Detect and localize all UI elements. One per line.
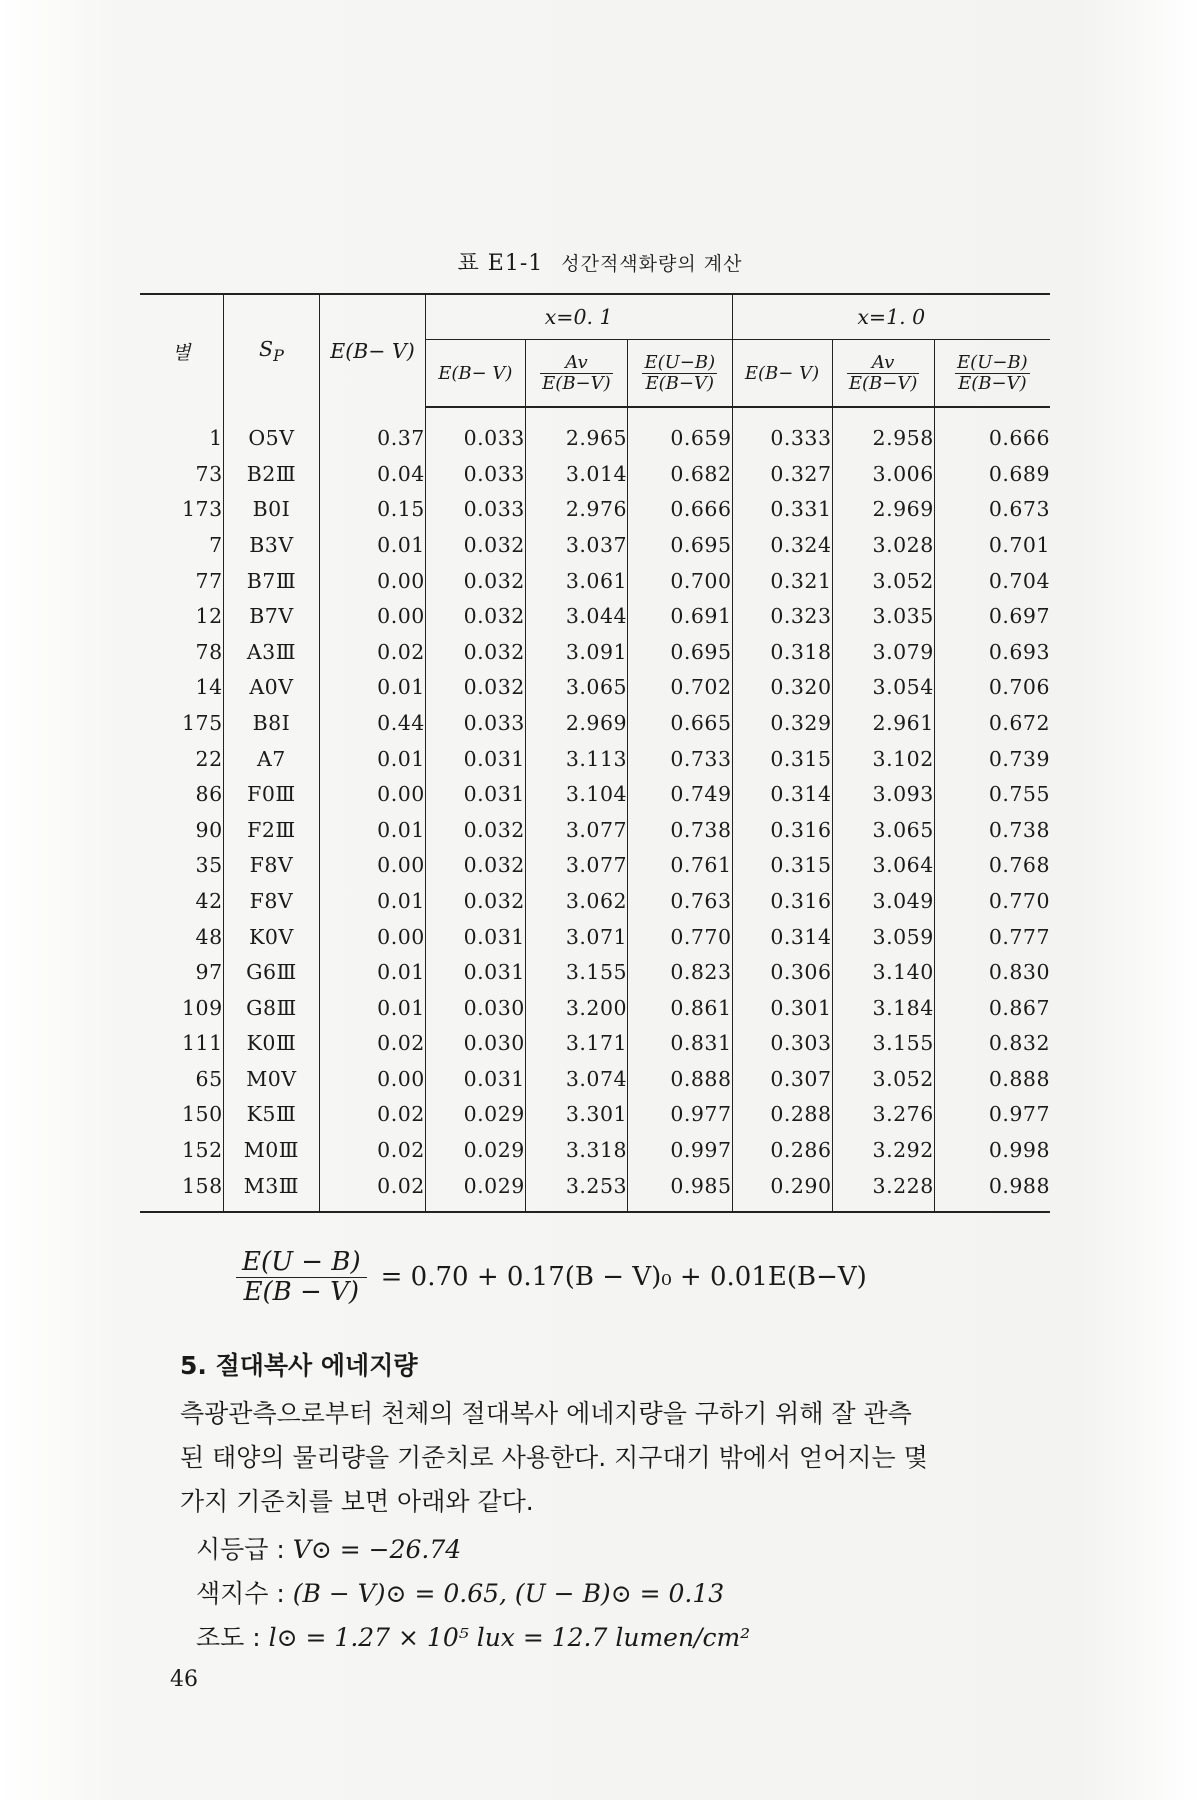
table-row (140, 990, 1050, 1026)
star-number: 86 (140, 776, 223, 812)
ebv-value: 0.02 (320, 1026, 426, 1062)
param-value: l⊙ = 1.27 × 10⁵ lux = 12.7 lumen/cm² (268, 1623, 751, 1652)
table-header-row-1 (140, 294, 1050, 340)
ebv-x01: 0.033 (425, 492, 525, 528)
star-number: 65 (140, 1061, 223, 1097)
ebv-x10: 0.316 (732, 812, 832, 848)
table-caption-title: 성간적색화량의 계산 (561, 253, 743, 275)
table-row (140, 741, 1050, 777)
spectral-type: G6Ⅲ (223, 954, 320, 990)
ub-ratio-x01: 0.738 (628, 812, 732, 848)
spectral-type: A3Ⅲ (223, 634, 320, 670)
av-ratio-x01: 3.171 (525, 1026, 627, 1062)
av-ratio-x10: 2.969 (832, 492, 934, 528)
ebv-x01: 0.031 (425, 776, 525, 812)
header-ub-ratio-x01 (628, 340, 732, 408)
ebv-x10: 0.331 (732, 492, 832, 528)
star-number: 97 (140, 954, 223, 990)
star-number: 7 (140, 527, 223, 563)
header-star: 별 (140, 294, 223, 407)
ub-ratio-x10: 0.867 (988, 995, 1050, 1020)
ebv-x10: 0.318 (732, 634, 832, 670)
ub-ratio-x01: 0.749 (628, 776, 732, 812)
ub-ratio-x10: 0.739 (988, 746, 1050, 771)
ub-ratio-x01: 0.733 (628, 741, 732, 777)
ebv-x01: 0.029 (425, 1132, 525, 1168)
table-row (140, 883, 1050, 919)
av-ratio-x01: 3.077 (525, 812, 627, 848)
ub-ratio-x10: 0.738 (988, 817, 1050, 842)
ub-ratio-x10: 0.672 (988, 710, 1050, 735)
av-ratio-x10: 3.093 (832, 776, 934, 812)
ub-ratio-x10: 0.998 (988, 1138, 1050, 1163)
ub-ratio-x01: 0.831 (628, 1026, 732, 1062)
ub-ratio-x10: 0.666 (988, 426, 1050, 450)
star-number: 22 (140, 741, 223, 777)
ub-ratio-x10: 0.673 (988, 497, 1050, 522)
av-ratio-x01: 3.077 (525, 848, 627, 884)
ebv-x10: 0.315 (732, 848, 832, 884)
param-row-illuminance (196, 1616, 750, 1660)
star-number: 42 (140, 883, 223, 919)
av-ratio-x10: 3.059 (832, 919, 934, 955)
table-row (140, 634, 1050, 670)
ub-ratio-x10: 0.988 (934, 1168, 1050, 1213)
table-caption-prefix: 표 E1-1 (457, 251, 544, 276)
star-number: 77 (140, 563, 223, 599)
section-heading: 5. 절대복사 에네지량 (180, 1351, 418, 1380)
star-number: 35 (140, 848, 223, 884)
av-ratio-x10: 3.054 (832, 670, 934, 706)
param-row-magnitude (196, 1528, 750, 1572)
ub-ratio-x01: 0.823 (628, 954, 732, 990)
ub-ratio-x01: 0.666 (628, 492, 732, 528)
av-ratio-x10: 3.006 (832, 456, 934, 492)
ub-ratio-x10: 0.697 (988, 604, 1050, 629)
ebv-x10: 0.327 (732, 456, 832, 492)
spectral-type: F2Ⅲ (223, 812, 320, 848)
ebv-x10: 0.321 (732, 563, 832, 599)
spectral-type: A0V (223, 670, 320, 706)
star-number: 1 (140, 407, 223, 456)
param-value: V⊙ = −26.74 (292, 1535, 462, 1564)
section-paragraph (180, 1392, 1060, 1524)
ebv-x01: 0.033 (425, 705, 525, 741)
spectral-type: M0Ⅲ (223, 1132, 320, 1168)
av-ratio-x01: 3.074 (525, 1061, 627, 1097)
table-row (140, 919, 1050, 955)
av-ratio-x10: 3.035 (832, 598, 934, 634)
header-av-ratio-x01 (525, 340, 627, 408)
ub-ratio-num: E(U−B) (644, 351, 716, 373)
av-ratio-x01: 3.071 (525, 919, 627, 955)
ub-ratio-x01: 0.761 (628, 848, 732, 884)
spectral-type: O5V (223, 407, 320, 456)
table-row (140, 456, 1050, 492)
av-ratio-x01: 2.965 (525, 407, 627, 456)
ub-ratio-x01: 0.695 (628, 527, 732, 563)
av-ratio-x10: 3.155 (832, 1026, 934, 1062)
av-ratio-x10: 3.049 (832, 883, 934, 919)
ebv-value: 0.01 (320, 812, 426, 848)
star-number: 48 (140, 919, 223, 955)
header-av-ratio-x10 (832, 340, 934, 408)
table-row (140, 563, 1050, 599)
header-ebv-x01: E(B− V) (425, 340, 525, 408)
ub-ratio-x01: 0.691 (628, 598, 732, 634)
ub-ratio-x10: 0.768 (988, 853, 1050, 878)
av-ratio-den: E(B−V) (542, 372, 611, 394)
reddening-table (140, 293, 1050, 1213)
av-ratio-num: Av (540, 353, 613, 374)
ub-ratio-x01: 0.997 (628, 1132, 732, 1168)
av-ratio-x10: 2.958 (832, 407, 934, 456)
ebv-x01: 0.031 (425, 954, 525, 990)
table-row (140, 954, 1050, 990)
ebv-value: 0.02 (320, 634, 426, 670)
ebv-x10: 0.324 (732, 527, 832, 563)
av-ratio-x01: 3.318 (525, 1132, 627, 1168)
av-ratio-x01: 2.976 (525, 492, 627, 528)
table-body (140, 407, 1050, 1212)
ub-ratio-x01: 0.985 (628, 1168, 732, 1213)
spectral-type: B2Ⅲ (223, 456, 320, 492)
spectral-type: K0V (223, 919, 320, 955)
spectral-type: K0Ⅲ (223, 1026, 320, 1062)
av-ratio-x01: 3.155 (525, 954, 627, 990)
star-number: 73 (140, 456, 223, 492)
star-number: 78 (140, 634, 223, 670)
star-number: 109 (140, 990, 223, 1026)
param-label: 색지수 : (196, 1579, 285, 1608)
ebv-value: 0.02 (320, 1097, 426, 1133)
ebv-x01: 0.029 (425, 1168, 525, 1213)
ebv-x01: 0.032 (425, 598, 525, 634)
ebv-x01: 0.032 (425, 634, 525, 670)
page-number: 46 (170, 1667, 198, 1692)
table-row (140, 1168, 1050, 1213)
av-ratio-x10: 3.052 (832, 563, 934, 599)
av-ratio-x10: 2.961 (832, 705, 934, 741)
ub-ratio-x01: 0.659 (628, 407, 732, 456)
star-number: 12 (140, 598, 223, 634)
ub-ratio-x10: 0.689 (988, 461, 1050, 486)
spectral-type: B0Ⅰ (223, 492, 320, 528)
ebv-x10: 0.290 (732, 1168, 832, 1213)
spectral-type: M3Ⅲ (223, 1168, 320, 1213)
header-ub-ratio-x10 (934, 340, 1050, 408)
header-ebv: E(B− V) (320, 294, 426, 407)
color-excess-formula (236, 1248, 867, 1306)
ebv-x10: 0.329 (732, 705, 832, 741)
ebv-x01: 0.032 (425, 848, 525, 884)
table-row (140, 598, 1050, 634)
table-row (140, 776, 1050, 812)
param-label: 조도 : (196, 1623, 261, 1652)
header-sp (223, 294, 320, 407)
ebv-value: 0.02 (320, 1168, 426, 1213)
ebv-x01: 0.032 (425, 563, 525, 599)
ebv-x10: 0.286 (732, 1132, 832, 1168)
spectral-type: F8V (223, 883, 320, 919)
ebv-value: 0.01 (320, 670, 426, 706)
ub-ratio-x10: 0.977 (988, 1102, 1050, 1127)
star-number: 111 (140, 1026, 223, 1062)
ebv-value: 0.01 (320, 954, 426, 990)
spectral-type: G8Ⅲ (223, 990, 320, 1026)
table-row (140, 1061, 1050, 1097)
ebv-value: 0.04 (320, 456, 426, 492)
ub-ratio-x10: 0.706 (988, 675, 1050, 700)
paragraph-line: 된 태양의 물리량을 기준치로 사용한다. 지구대기 밖에서 얻어지는 몇 (180, 1443, 928, 1472)
spectral-type: B3V (223, 527, 320, 563)
ebv-x01: 0.029 (425, 1097, 525, 1133)
ub-ratio-den: E(B−V) (958, 372, 1027, 394)
ebv-value: 0.00 (320, 848, 426, 884)
ebv-value: 0.44 (320, 705, 426, 741)
ub-ratio-x10: 0.777 (988, 924, 1050, 949)
header-group-x10: x=1. 0 (732, 294, 1050, 340)
ebv-value: 0.01 (320, 883, 426, 919)
ub-ratio-x01: 0.700 (628, 563, 732, 599)
ebv-value: 0.15 (320, 492, 426, 528)
param-label: 시등급 : (196, 1535, 285, 1564)
ub-ratio-den: E(B−V) (645, 372, 715, 394)
ebv-value: 0.02 (320, 1132, 426, 1168)
spectral-type: B7Ⅲ (223, 563, 320, 599)
av-ratio-x10: 3.184 (832, 990, 934, 1026)
spectral-type: F8V (223, 848, 320, 884)
spectral-type: M0V (223, 1061, 320, 1097)
ub-ratio-x01: 0.977 (628, 1097, 732, 1133)
av-ratio-x01: 2.969 (525, 705, 627, 741)
ebv-x10: 0.288 (732, 1097, 832, 1133)
av-ratio-x01: 3.037 (525, 527, 627, 563)
ebv-value: 0.01 (320, 527, 426, 563)
ebv-x10: 0.316 (732, 883, 832, 919)
ebv-x01: 0.030 (425, 990, 525, 1026)
av-ratio-x01: 3.061 (525, 563, 627, 599)
ebv-x01: 0.031 (425, 741, 525, 777)
ub-ratio-x10: 0.693 (988, 639, 1050, 664)
ebv-value: 0.01 (320, 741, 426, 777)
av-ratio-x10: 3.028 (832, 527, 934, 563)
ebv-x01: 0.032 (425, 883, 525, 919)
ub-ratio-x01: 0.861 (628, 990, 732, 1026)
ub-ratio-x10: 0.755 (988, 782, 1050, 807)
formula-denominator: E(B − V) (243, 1276, 360, 1307)
ebv-x01: 0.032 (425, 812, 525, 848)
av-ratio-x10: 3.065 (832, 812, 934, 848)
ebv-x10: 0.314 (732, 919, 832, 955)
table-row (140, 492, 1050, 528)
star-number: 158 (140, 1168, 223, 1213)
ebv-value: 0.01 (320, 990, 426, 1026)
ebv-value: 0.00 (320, 563, 426, 599)
ebv-x10: 0.303 (732, 1026, 832, 1062)
ebv-x01: 0.033 (425, 456, 525, 492)
ebv-x01: 0.032 (425, 670, 525, 706)
av-ratio-num: Av (847, 353, 920, 374)
ub-ratio-x01: 0.702 (628, 670, 732, 706)
paragraph-line: 가지 기준치를 보면 아래와 같다. (180, 1487, 534, 1516)
av-ratio-x10: 3.228 (832, 1168, 934, 1213)
star-number: 175 (140, 705, 223, 741)
av-ratio-x01: 3.301 (525, 1097, 627, 1133)
header-ebv-x10: E(B− V) (732, 340, 832, 408)
ub-ratio-x10: 0.770 (988, 888, 1050, 913)
ub-ratio-x10: 0.704 (988, 568, 1050, 593)
header-group-x01: x=0. 1 (425, 294, 732, 340)
table-row (140, 812, 1050, 848)
param-row-color-index (196, 1572, 750, 1616)
star-number: 90 (140, 812, 223, 848)
av-ratio-x10: 3.140 (832, 954, 934, 990)
av-ratio-x10: 3.079 (832, 634, 934, 670)
table-row (140, 407, 1050, 456)
av-ratio-x10: 3.292 (832, 1132, 934, 1168)
solar-reference-values (196, 1528, 750, 1660)
ub-ratio-x10: 0.832 (988, 1031, 1050, 1056)
av-ratio-x01: 3.253 (525, 1168, 627, 1213)
star-number: 173 (140, 492, 223, 528)
av-ratio-x01: 3.091 (525, 634, 627, 670)
ub-ratio-x10: 0.830 (988, 960, 1050, 985)
table-caption (0, 246, 1200, 277)
av-ratio-x01: 3.014 (525, 456, 627, 492)
ebv-x01: 0.030 (425, 1026, 525, 1062)
star-number: 14 (140, 670, 223, 706)
ebv-value: 0.00 (320, 919, 426, 955)
ebv-x10: 0.315 (732, 741, 832, 777)
ebv-x01: 0.031 (425, 1061, 525, 1097)
spectral-type: K5Ⅲ (223, 1097, 320, 1133)
ub-ratio-x01: 0.888 (628, 1061, 732, 1097)
ebv-value: 0.00 (320, 1061, 426, 1097)
table-row (140, 1097, 1050, 1133)
table-row (140, 670, 1050, 706)
ub-ratio-x10: 0.701 (988, 532, 1050, 557)
av-ratio-x10: 3.102 (832, 741, 934, 777)
ebv-x10: 0.307 (732, 1061, 832, 1097)
formula-numerator: E(U − B) (236, 1248, 367, 1278)
ebv-x01: 0.033 (425, 407, 525, 456)
ebv-value: 0.37 (320, 407, 426, 456)
ebv-x01: 0.031 (425, 919, 525, 955)
ub-ratio-x10: 0.888 (988, 1066, 1050, 1091)
header-sp-label: S (259, 336, 274, 361)
ub-ratio-x01: 0.665 (628, 705, 732, 741)
ebv-value: 0.00 (320, 598, 426, 634)
ub-ratio-x01: 0.682 (628, 456, 732, 492)
paragraph-line: 측광관측으로부터 천체의 절대복사 에네지량을 구하기 위해 잘 관측 (180, 1399, 912, 1428)
ub-ratio-x01: 0.770 (628, 919, 732, 955)
table-row (140, 1026, 1050, 1062)
av-ratio-x10: 3.064 (832, 848, 934, 884)
spectral-type: B7V (223, 598, 320, 634)
table-row (140, 705, 1050, 741)
star-number: 152 (140, 1132, 223, 1168)
ebv-value: 0.00 (320, 776, 426, 812)
spectral-type: F0Ⅲ (223, 776, 320, 812)
av-ratio-x01: 3.065 (525, 670, 627, 706)
av-ratio-x01: 3.200 (525, 990, 627, 1026)
table-row (140, 1132, 1050, 1168)
ub-ratio-x01: 0.695 (628, 634, 732, 670)
table-row (140, 848, 1050, 884)
ebv-x10: 0.320 (732, 670, 832, 706)
ub-ratio-num: E(U−B) (957, 351, 1028, 373)
spectral-type: B8Ⅰ (223, 705, 320, 741)
av-ratio-x10: 3.276 (832, 1097, 934, 1133)
ebv-x10: 0.323 (732, 598, 832, 634)
av-ratio-x01: 3.113 (525, 741, 627, 777)
formula-rhs: = 0.70 + 0.17(B − V)₀ + 0.01E(B−V) (380, 1262, 867, 1293)
av-ratio-x01: 3.062 (525, 883, 627, 919)
table-row (140, 527, 1050, 563)
header-sp-sub: P (273, 346, 284, 366)
av-ratio-x01: 3.104 (525, 776, 627, 812)
ebv-x10: 0.333 (732, 407, 832, 456)
ebv-x10: 0.301 (732, 990, 832, 1026)
av-ratio-x10: 3.052 (832, 1061, 934, 1097)
ebv-x01: 0.032 (425, 527, 525, 563)
ebv-x10: 0.306 (732, 954, 832, 990)
star-number: 150 (140, 1097, 223, 1133)
ebv-x10: 0.314 (732, 776, 832, 812)
av-ratio-den: E(B−V) (848, 372, 918, 394)
spectral-type: A7 (223, 741, 320, 777)
param-value: (B − V)⊙ = 0.65, (U − B)⊙ = 0.13 (292, 1579, 725, 1608)
ub-ratio-x01: 0.763 (628, 883, 732, 919)
av-ratio-x01: 3.044 (525, 598, 627, 634)
